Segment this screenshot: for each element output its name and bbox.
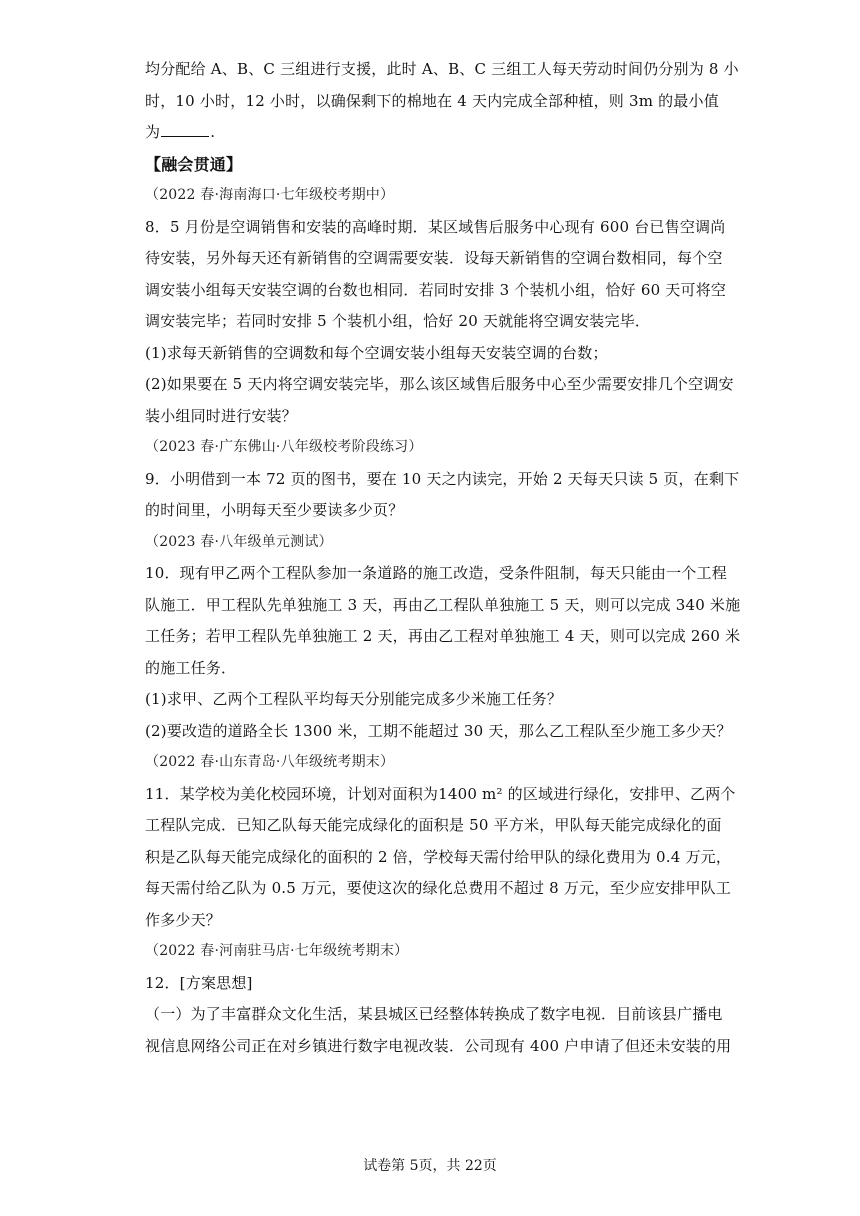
q12-line: 视信息网络公司正在对乡镇进行数字电视改装．公司现有 400 户申请了但还未安装的用 <box>145 1036 732 1055</box>
intro-line-2: 时，10 小时，12 小时，以确保剩下的棉地在 4 天内完成全部种植，则 3m 的最小值 <box>145 91 719 110</box>
q10-line: (1)求甲、乙两个工程队平均每天分别能完成多少米施工任务？ <box>145 690 563 708</box>
q8-line: (1)求每天新销售的空调数和每个空调安装小组每天安装空调的台数； <box>145 343 608 362</box>
q8-line: (2)如果要在 5 天内将空调安装完毕，那么该区域售后服务中心至少需要安排几个空调安 <box>145 375 734 393</box>
document-page <box>145 54 741 1062</box>
q11-source: （2022 春·山东青岛·八年级统考期末） <box>145 754 395 770</box>
q10-line: (2)要改造的道路全长 1300 米，工期不能超过 30 天，那么乙工程队至少施工多少天？ <box>145 721 732 740</box>
q11-line: 每天需付给乙队为 0.5 万元，要使这次的绿化总费用不超过 8 万元，至少应安排甲队工 <box>145 879 732 897</box>
q11-line: 作多少天？ <box>145 910 222 929</box>
q9-line: 的时间里，小明每天至少要读多少页？ <box>145 501 404 519</box>
intro-line-3 <box>145 117 725 149</box>
q8-line: 调安装完毕；若同时安排 5 个装机小组，恰好 20 天就能将空调安装完毕． <box>145 312 651 330</box>
q12-source: （2022 春·河南驻马店·七年级统考期末） <box>145 943 409 959</box>
q8-line: 待安装，另外每天还有新销售的空调需要安装．设每天新销售的空调台数相同，每个空 <box>145 249 723 267</box>
intro-line-3-suffix: . <box>210 123 216 141</box>
q9-line: 9．小明借到一本 72 页的图书，要在 10 天之内读完，开始 2 天每天只读 5 页，在剩下 <box>145 469 740 488</box>
q11-line: 工程队完成．已知乙队每天能完成绿化的面积是 50 平方米，甲队每天能完成绿化的面 <box>145 816 722 834</box>
intro-line-3-prefix: 为 <box>145 123 161 141</box>
q10-line: 10．现有甲乙两个工程队参加一条道路的施工改造，受条件阻制，每天只能由一个工程 <box>145 564 727 582</box>
q8-source: （2022 春·海南海口·七年级校考期中） <box>145 187 395 203</box>
answer-blank <box>161 122 209 137</box>
q10-line: 的施工任务． <box>145 658 237 677</box>
q11-line: 11．某学校为美化校园环境，计划对面积为1400 m² 的区域进行绿化，安排甲、乙两个 <box>145 784 736 803</box>
q9-source: （2023 春·广东佛山·八年级校考阶段练习） <box>145 439 423 455</box>
q10-source: （2023 春·八年级单元测试） <box>145 533 333 550</box>
q12-line: （一）为了丰富群众文化生活，某县城区已经整体转换成了数字电视．目前该县广播电 <box>145 1005 723 1023</box>
q11-line: 积是乙队每天能完成绿化的面积的 2 倍，学校每天需付给甲队的绿化费用为 0.4 万元， <box>145 847 732 866</box>
intro-line-1: 均分配给 A、B、C 三组进行支援，此时 A、B、C 三组工人每天劳动时间仍分别为 8 小 <box>145 60 739 78</box>
q10-line: 队施工．甲工程队先单独施工 3 天，再由乙工程队单独施工 5 天，则可以完成 340 米施 <box>145 595 741 614</box>
page-footer: 试卷第 5页，共 22页 <box>363 1158 497 1174</box>
q8-line: 装小组同时进行安装？ <box>145 406 298 425</box>
section-title: 【融会贯通】 <box>145 154 243 174</box>
q8-line: 调安装小组每天安装空调的台数也相同．若同时安排 3 个装机小组，恰好 60 天可将空 <box>145 280 727 299</box>
q8-line: 8．5 月份是空调销售和安装的高峰时期．某区域售后服务中心现有 600 台已售空调尚 <box>145 217 726 236</box>
q10-line: 工任务；若甲工程队先单独施工 2 天，再由乙工程对单独施工 4 天，则可以完成 260 米 <box>145 627 741 645</box>
q12-line: 12．[方案思想] <box>145 973 253 992</box>
